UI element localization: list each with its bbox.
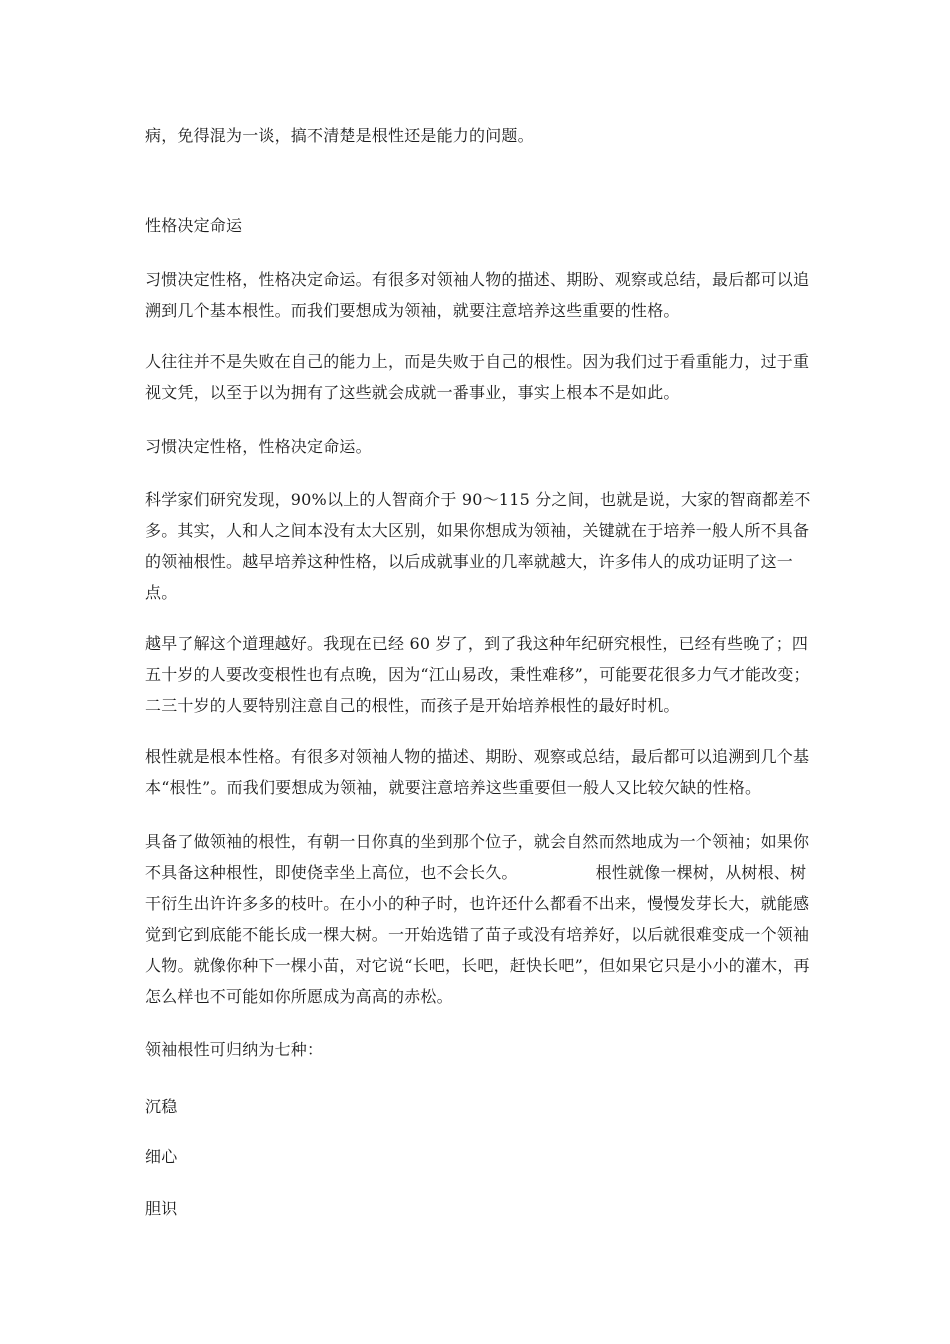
- paragraph: 根性就是根本性格。有很多对领袖人物的描述、期盼、观察或总结，最后都可以追溯到几个基本“根性”。而我们要想成为领袖，就要注意培养这些重要但一般人又比较欠缺的性格。: [145, 747, 810, 797]
- paragraph: 越早了解这个道理越好。我现在已经 60 岁了，到了我这种年纪研究根性，已经有些晚了；四五十岁的人要改变根性也有点晚，因为“江山易改，秉性难移”，可能要花很多力气才能改变；二三十岁的人要特别注意自己的根性，而孩子是开始培养根性的最好时机。: [145, 634, 810, 715]
- list-item: 细心: [145, 1147, 178, 1166]
- paragraph-part-a: 具备了做领袖的根性，有朝一日你真的坐到那个位子，就会自然而然地成为一个领袖；如果你不具备这种根性，即使侥幸坐上高位，也不会长久。: [145, 832, 810, 882]
- paragraph-continuation: 病，免得混为一谈，搞不清楚是根性还是能力的问题。: [145, 126, 534, 145]
- section-heading: 性格决定命运: [145, 216, 243, 235]
- list-intro: 领袖根性可归纳为七种：: [145, 1040, 324, 1059]
- paragraph: 人往往并不是失败在自己的能力上，而是失败于自己的根性。因为我们过于看重能力，过于重视文凭，以至于以为拥有了这些就会成就一番事业，事实上根本不是如此。: [145, 352, 810, 402]
- paragraph: 科学家们研究发现，90%以上的人智商介于 90～115 分之间，也就是说，大家的智商都差不多。其实，人和人之间本没有太大区别，如果你想成为领袖，关键就在于培养一般人所不具备的领袖根性。越早培养这种性格，以后成就事业的几率就越大，许多伟人的成功证明了这一点。: [145, 490, 811, 602]
- paragraph: 习惯决定性格，性格决定命运。: [145, 437, 372, 456]
- list-item: 沉稳: [145, 1097, 178, 1116]
- list-item: 胆识: [145, 1199, 178, 1218]
- paragraph: [145, 826, 813, 1012]
- paragraph-part-b: 根性就像一棵树，从树根、树干衍生出许许多多的枝叶。在小小的种子时，也许还什么都看不出来，慢慢发芽长大，就能感觉到它到底能不能长成一棵大树。一开始选错了苗子或没有培养好，以后就很难变成一个领袖人物。就像你种下一棵小苗，对它说“长吧，长吧，赶快长吧”，但如果它只是小小的灌木，再怎么样也不可能如你所愿成为高高的赤松。: [145, 863, 810, 1006]
- paragraph: 习惯决定性格，性格决定命运。有很多对领袖人物的描述、期盼、观察或总结，最后都可以追溯到几个基本根性。而我们要想成为领袖，就要注意培养这些重要的性格。: [145, 270, 810, 320]
